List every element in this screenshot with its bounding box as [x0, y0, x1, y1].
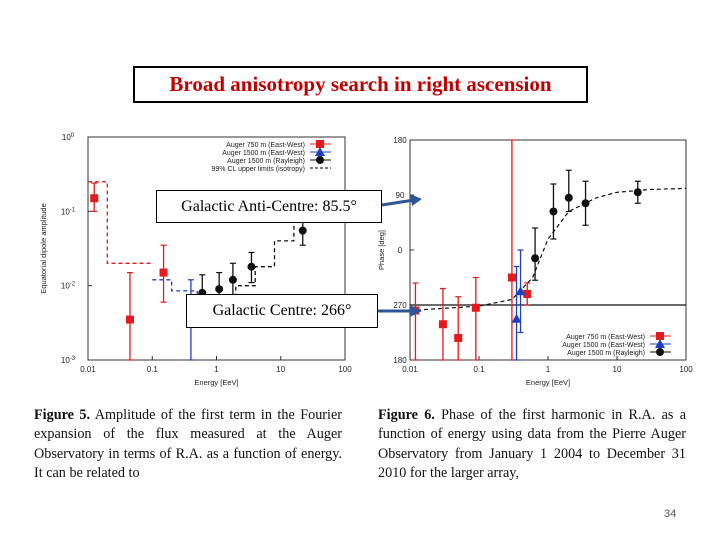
x-axis-label: Energy [EeV] — [525, 378, 571, 387]
legend-marker — [316, 140, 324, 148]
x-tick-label: 10 — [276, 365, 286, 374]
y-tick-label: 270 — [393, 301, 407, 310]
legend-label: Auger 1500 m (East-West) — [562, 342, 645, 349]
data-point — [160, 269, 168, 277]
y-tick-label: 180 — [393, 136, 407, 145]
data-point — [508, 274, 516, 282]
legend-label: 99% CL upper limits (isotropy) — [211, 166, 305, 173]
y-tick-label: $10^0$ — [61, 133, 75, 142]
x-tick-label: 100 — [679, 365, 693, 374]
upper-limit-line — [88, 182, 152, 263]
y-axis-label: Phase [deg] — [377, 229, 386, 271]
data-point — [90, 194, 98, 202]
y-tick-label: 0 — [397, 246, 403, 255]
y-tick-label: $10^{-2}$ — [60, 281, 76, 291]
data-point — [582, 199, 590, 207]
data-point — [454, 334, 462, 342]
data-point — [531, 254, 539, 262]
y-tick-label: $10^{-1}$ — [60, 207, 76, 217]
figure6-label: Figure 6. — [378, 407, 435, 423]
figure5-text: Amplitude of the first term in the Fourier expansion of the flux measured at the Auger Observatory in terms of R.A. as a function of energy. It can be related to — [34, 407, 342, 482]
y-tick-label: $10^{-3}$ — [60, 356, 76, 365]
data-point — [565, 194, 573, 202]
figure6-caption — [378, 406, 686, 484]
x-tick-label: 0.01 — [402, 365, 418, 374]
x-tick-label: 100 — [338, 365, 352, 374]
figure5-label: Figure 5. — [34, 407, 91, 423]
legend-marker — [656, 348, 664, 356]
legend-marker — [316, 156, 324, 164]
slide-title: Broad anisotropy search in right ascension — [133, 66, 588, 103]
x-tick-label: 0.1 — [473, 365, 485, 374]
y-tick-label: 90 — [395, 191, 405, 200]
data-point — [299, 227, 307, 235]
legend-label: Auger 750 m (East-West) — [226, 142, 305, 149]
callout-galactic-centre: Galactic Centre: 266° — [186, 294, 378, 328]
callout-galactic-anticentre: Galactic Anti-Centre: 85.5° — [156, 190, 382, 223]
data-point — [472, 304, 480, 312]
legend-label: Auger 1500 m (Rayleigh) — [567, 350, 645, 357]
data-point — [634, 188, 642, 196]
data-point — [215, 285, 223, 293]
amplitude-chart — [39, 133, 352, 387]
data-point — [229, 276, 237, 284]
arrow-anticentre-line — [382, 200, 414, 205]
data-point — [549, 208, 557, 216]
data-point — [439, 320, 447, 328]
plot-frame — [410, 140, 686, 360]
x-tick-label: 0.01 — [80, 365, 96, 374]
fit-curve — [410, 188, 686, 310]
x-tick-label: 1 — [214, 365, 219, 374]
y-tick-label: 180 — [393, 356, 407, 365]
arrow-anticentre-head — [410, 194, 422, 206]
data-point — [247, 263, 255, 271]
legend-marker — [656, 332, 664, 340]
y-axis-label: Equatorial dipole amplitude — [39, 203, 48, 294]
page-number: 34 — [664, 508, 677, 520]
phase-chart — [377, 136, 693, 387]
legend-label: Auger 750 m (East-West) — [566, 334, 645, 341]
x-tick-label: 1 — [545, 365, 551, 374]
data-point — [126, 316, 134, 324]
figure6-text: Phase of the first harmonic in R.A. as a function of energy using data from the Pierre Auger Observatory from January 1 2004 to December 31 2010 for the larger array, — [378, 407, 687, 482]
x-tick-label: 0.1 — [146, 365, 158, 374]
x-tick-label: 10 — [612, 365, 622, 374]
figure5-caption — [34, 406, 342, 484]
x-axis-label: Energy [EeV] — [194, 378, 239, 387]
legend-label: Auger 1500 m (Rayleigh) — [227, 158, 305, 165]
legend-label: Auger 1500 m (East-West) — [222, 150, 305, 157]
